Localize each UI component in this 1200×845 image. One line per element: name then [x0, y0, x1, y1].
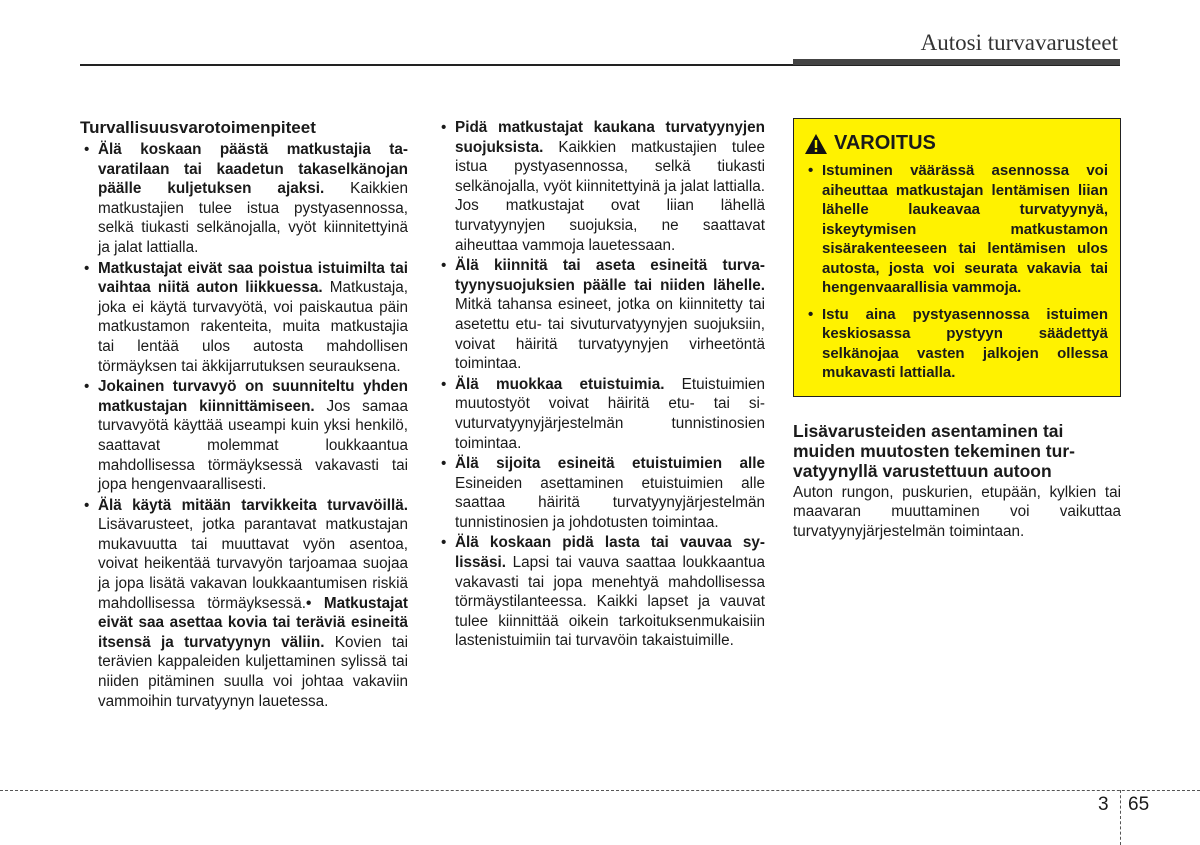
item-lead: Älä koskaan päästä matkustajia tavaratilaan tai kaadetun takaselkänojan päälle kuljetuksen ajaksi. — [98, 141, 408, 198]
bullet-list — [437, 118, 765, 651]
item-lead: Matkustajat eivät saa poistua istuimilta tai vaihtaa niitä auton liikkuessa. — [98, 259, 408, 297]
footer-rule — [0, 790, 1200, 791]
page-number: 65 — [1128, 794, 1150, 815]
section-heading: Turvallisuusvarotoimenpiteet — [80, 118, 316, 137]
header-rule-accent — [793, 59, 1120, 65]
list-item — [437, 375, 765, 453]
paragraph: Auton rungon, puskurien, etupään, kylkien tai maavaran muuttaminen voi vaikuttaa turvatyynyjärjestelmän toimintaan. — [793, 483, 1121, 540]
warning-item: • Istu aina pystyasennossa istuimen keskiosassa pystyyn säädettyä selkänojaa vasten jalkojen ollessa mukavasti lattialla. — [804, 305, 1108, 383]
list-item — [80, 496, 408, 712]
section-heading: Lisävarusteiden asentaminen tai muiden muutosten tekeminen turvatyynyllä varustettuun autoon — [793, 420, 1075, 481]
item-lead: Älä käytä mitään tarvikkeita turvavöillä. — [98, 496, 408, 514]
warning-list — [804, 161, 1108, 383]
item-lead: Älä sijoita esineitä etuistuimien alle — [455, 455, 765, 473]
item-lead: Älä muokkaa etuistuimia. — [455, 375, 665, 393]
item-text: Mitkä tahansa esineet, jotka on kiinnitetty tai asetettu etu- tai sivuturvatyynyjen suojuksiin, voivat häiritä turvatyynyjen virheetöntä toimintaa. — [455, 296, 765, 373]
item-text: Jos samaa turvavyötä käyttää useampi kuin yksi henkilö, saattavat molemmat loukkaantua mahdollisessa törmäyksessä vakavasti tai jopa hengenvaarallisesti. — [98, 397, 409, 494]
item-lead: Pidä matkustajat kaukana turvatyynyjen suojuksista. — [455, 119, 765, 156]
running-header-title: Autosi turvavarusteet — [920, 30, 1118, 55]
chapter-number: 3 — [1098, 794, 1109, 815]
warning-box — [793, 118, 1121, 397]
footer-divider — [1120, 790, 1121, 845]
item-text: Kaikkien matkustajien tulee istua pystyasennossa, selkä tiukasti selkänojalla, vyöt kiinnitettyinä ja jalat lattialla. — [98, 180, 408, 256]
warning-title — [804, 133, 1108, 155]
item-text: Matkustaja, joka ei käytä turvavyötä, voi paiskautua päin matkustamon rakenteita, muita matkustajia tai lentää ulos autosta mahdollisen törmäyksen tai äkkijarrutuksen seurauksena. — [98, 279, 409, 375]
list-item — [437, 454, 765, 532]
item-text: Lapsi tai vauva saattaa loukkaantua vakavasti tai jopa menehtyä mahdollisessa törmäystilanteessa. Kaikki lapset ja vauvat tulee kiinnittää oikein tarkoituksenmukaisiin lastenistuimiin tai turvavöin takaistuimille. — [455, 554, 765, 650]
item-lead: Jokainen turvavyö on suunniteltu yhden matkustajan kiinnittämiseen. — [98, 378, 408, 415]
item-lead: Älä kiinnitä tai aseta esineitä turvatyynysuojuksien päälle tai niiden lähelle. — [455, 257, 765, 294]
item-lead: • Matkustajat eivät saa asettaa kovia tai teräviä esineitä itsensä ja turvatyynyn väliin. — [98, 594, 408, 651]
warning-triangle-icon — [804, 133, 828, 155]
list-item — [80, 259, 408, 377]
item-text: Etuistuimien muutostyöt voivat häiritä etu- tai sivuturvatyynyjärjestelmän tunnistinosien toimintaa. — [455, 375, 766, 452]
list-item — [437, 256, 765, 374]
column-2 — [437, 118, 765, 652]
list-item — [80, 140, 408, 258]
item-text: Kaikkien matkustajien tulee istua pystyasennossa, selkä tiukasti selkänojalla, vyöt kiinnitettyinä ja jalat lattialla. Jos matkustajat ovat liian lähellä turvatyynyjen suojuksia, ne saattavat aiheuttaa vammoja lauetessaan. — [455, 138, 765, 254]
item-text: Kovien tai terävien kappaleiden kuljettaminen sylissä tai niiden pitäminen suulla voi johtaa vakaviin vammoihin turvatyynyn lauetessa. — [98, 633, 408, 710]
column-3 — [793, 118, 1121, 541]
item-lead: Älä koskaan pidä lasta tai vauvaa sylissäsi. — [455, 534, 765, 572]
warning-item: • Istuminen väärässä asennossa voi aiheuttaa matkustajan lentämisen liian lähelle laukeavaa turvatyynyä, iskeytymisen matkustamon sisärakenteeseen tai lentämisen ulos autosta, josta voi seurata vakavia tai hengenvaarallisia vammoja. — [804, 161, 1108, 298]
bullet-list — [80, 140, 408, 711]
column-1 — [80, 118, 408, 712]
item-text: Esineiden asettaminen etuistuimien alle saattaa häiritä turvatyynyjärjestelmän tunnistinosien ja johdotusten toimintaa. — [455, 474, 765, 531]
list-item — [437, 533, 765, 651]
warning-title-text: VAROITUS — [834, 132, 936, 155]
list-item — [437, 118, 765, 255]
item-text: Lisävarusteet, jotka parantavat matkustajan mukavuutta tai muuttavat vyön asentoa, voivat heikentää turvavyön tarjoamaa suojaa ja jopa lisätä vakavan loukkaantumisen riskiä mahdollisessa törmäyksessä. — [98, 516, 408, 612]
list-item — [80, 377, 408, 495]
